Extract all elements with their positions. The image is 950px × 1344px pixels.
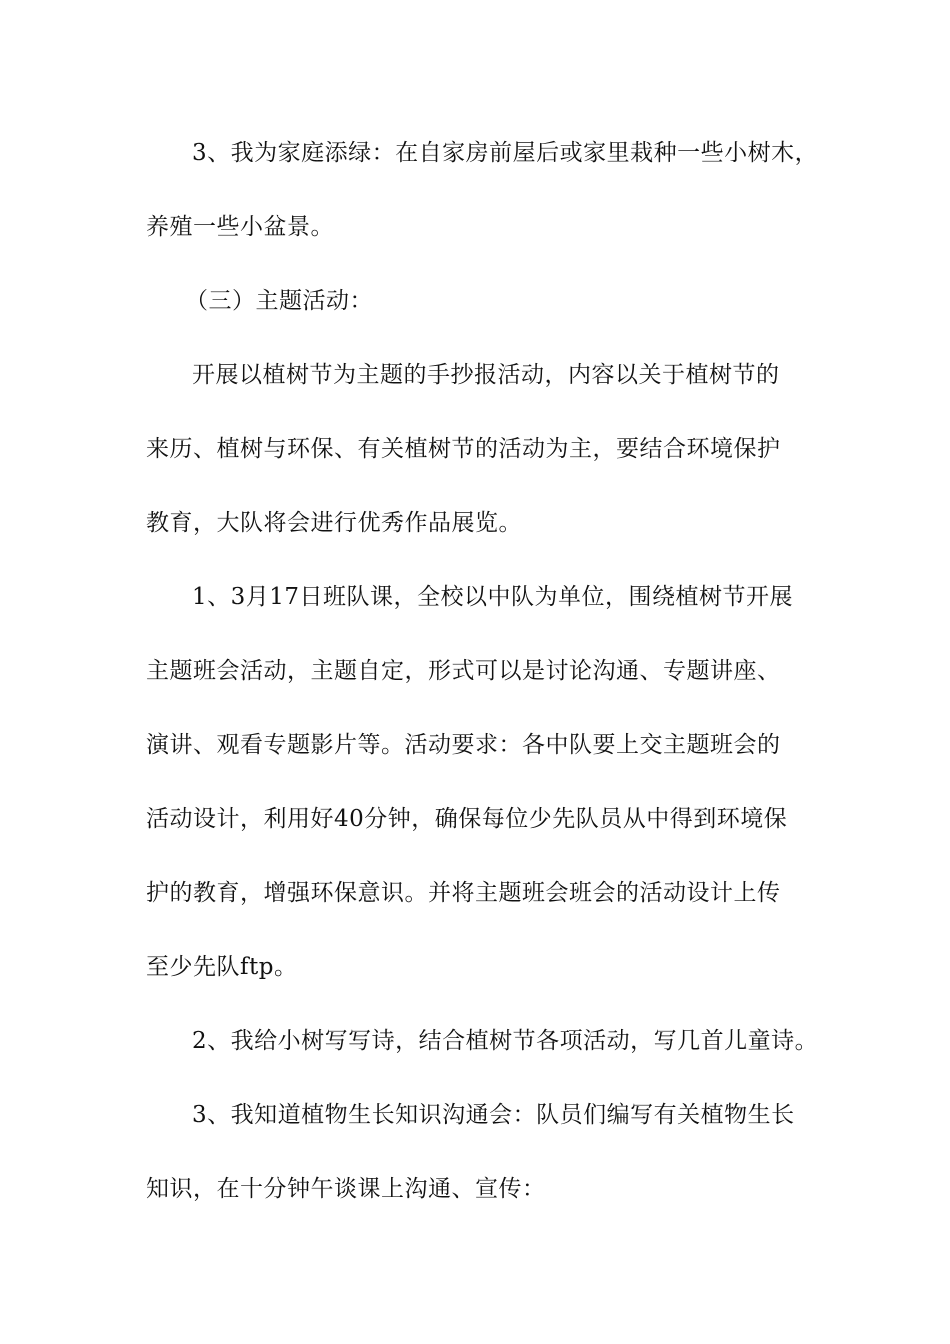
paragraph-intro-line-1: 开展以植树节为主题的手抄报活动，内容以关于植树节的 xyxy=(192,362,780,388)
paragraph-item-2-line-1: 2、我给小树写写诗，结合植树节各项活动，写几首儿童诗。 xyxy=(192,1028,819,1054)
paragraph-item-3-line-1: 3、我为家庭添绿：在自家房前屋后或家里栽种一些小树木， xyxy=(192,140,819,166)
paragraph-item-1-line-1: 1、3月17日班队课，全校以中队为单位，围绕植树节开展 xyxy=(192,584,794,610)
paragraph-item-1-line-2: 主题班会活动，主题自定，形式可以是讨论沟通、专题讲座、 xyxy=(146,658,781,684)
paragraph-item-1-line-3: 演讲、观看专题影片等。活动要求：各中队要上交主题班会的 xyxy=(146,732,781,758)
paragraph-item-1-line-5: 护的教育，增强环保意识。并将主题班会班会的活动设计上传 xyxy=(146,880,781,906)
paragraph-item-1-line-6: 至少先队ftp。 xyxy=(146,954,298,980)
paragraph-intro-line-3: 教育，大队将会进行优秀作品展览。 xyxy=(146,510,522,536)
section-heading: （三）主题活动： xyxy=(185,288,373,314)
paragraph-item-1-line-4: 活动设计，利用好40分钟，确保每位少先队员从中得到环境保 xyxy=(146,806,788,832)
paragraph-item-3b-line-1: 3、我知道植物生长知识沟通会：队员们编写有关植物生长 xyxy=(192,1102,795,1128)
paragraph-intro-line-2: 来历、植树与环保、有关植树节的活动为主，要结合环境保护 xyxy=(146,436,781,462)
paragraph-item-3b-line-2: 知识，在十分钟午谈课上沟通、宣传： xyxy=(146,1176,546,1202)
paragraph-item-3-line-2: 养殖一些小盆景。 xyxy=(146,214,334,240)
